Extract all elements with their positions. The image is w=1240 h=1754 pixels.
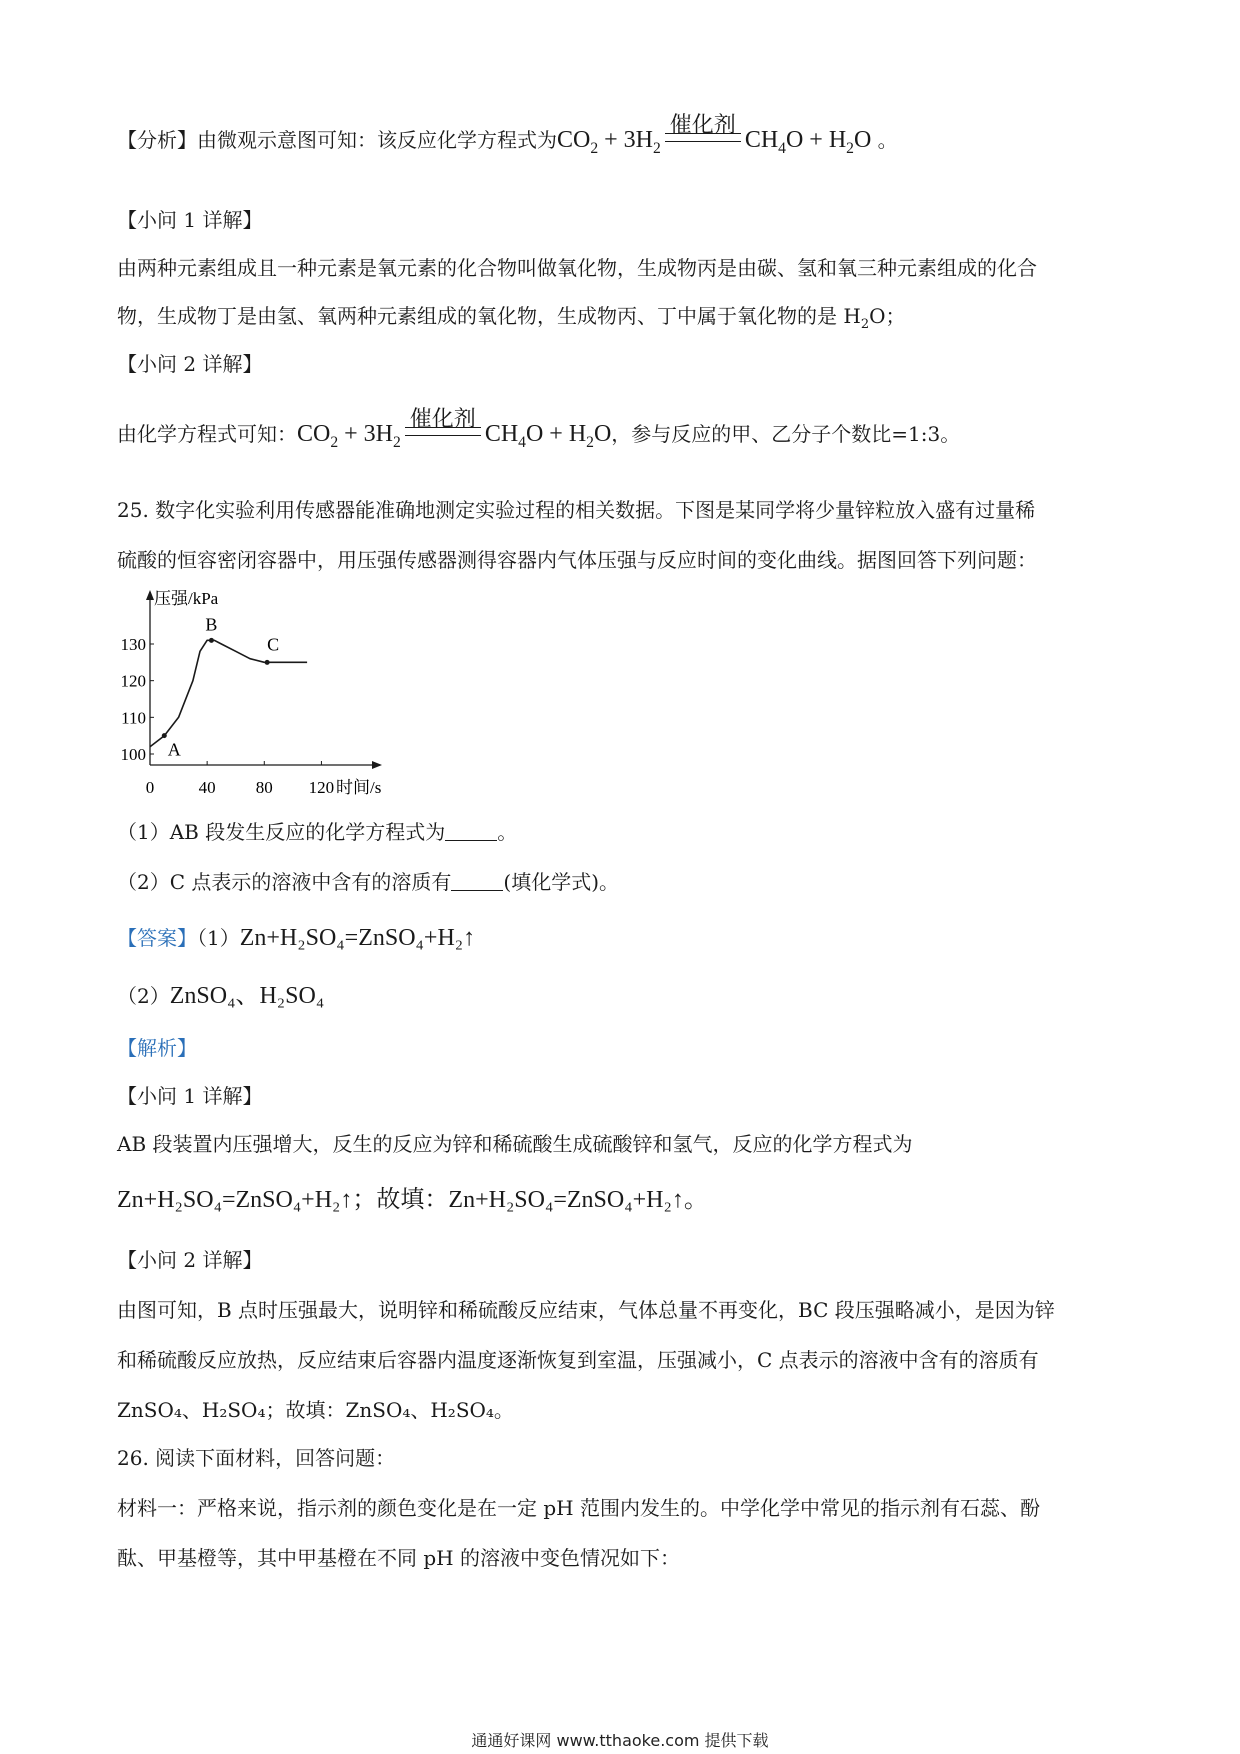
q26-line3: 酞、甲基橙等，其中甲基橙在不同 pH 的溶液中变色情况如下： (117, 1546, 680, 1570)
answer-2: ZnSO₄、H₂SO₄ (169, 983, 325, 1009)
q26-line2: 材料一：严格来说，指示剂的颜色变化是在一定 pH 范围内发生的。中学化学中常见的指示剂有石蕊、酚 (117, 1496, 1040, 1520)
point-label-a: A (167, 739, 181, 760)
catalyst-arrow: 催化剂 (665, 126, 741, 154)
y-axis-label: 压强/kPa (154, 590, 219, 608)
point-a (162, 733, 167, 738)
x-axis-arrow (372, 761, 382, 769)
answer-label: 【答案】 (117, 926, 197, 950)
sub2-heading: 【小问 2 详解】 (117, 352, 263, 376)
sub1-line2: 物，生成物丁是由氢、氧两种元素组成的氧化物，生成物丙、丁中属于氧化物的是 $H_2O$； (117, 304, 906, 332)
explain-sub2-line2: 和稀硫酸反应放热，反应结束后容器内温度逐渐恢复到室温，压强减小，C 点表示的溶液中含有的溶质有 (117, 1348, 1039, 1372)
point-b (209, 638, 214, 643)
answer-line2: （2）ZnSO₄、H₂SO₄ (117, 983, 325, 1009)
answer-blank-1 (445, 822, 497, 841)
explain-sub1-line1: AB 段装置内压强增大，反生的反应为锌和稀硫酸生成硫酸锌和氢气，反应的化学方程式为 (117, 1132, 913, 1156)
explain-sub1-line2: Zn+H₂SO₄=ZnSO₄+H₂↑；故填：Zn+H₂SO₄=ZnSO₄+H₂↑。 (117, 1187, 708, 1213)
sub1-heading: 【小问 1 详解】 (117, 208, 263, 232)
x-tick-label: 0 (145, 778, 155, 797)
q25-q1: （1）AB 段发生反应的化学方程式为 。 (117, 820, 518, 844)
equation-2: $CO_2 + 3H_2$ 催化剂 $CH_4O + H_2O$ (297, 407, 612, 451)
point-c (265, 660, 270, 665)
answer-line1: 【答案】（1）Zn+H₂SO₄=ZnSO₄+H₂↑ (117, 925, 476, 951)
q25-line1: 25. 数字化实验利用传感器能准确地测定实验过程的相关数据。下图是某同学将少量锌粒放入盛有过量稀 (117, 498, 1036, 522)
point-label-b: B (205, 614, 218, 635)
answer-blank-2 (451, 872, 503, 891)
analysis-line: 【分析】由微观示意图可知：该反应化学方程式为$CO_2 + 3H_2$ 催化剂 $CH_4O + H_2O$ 。 (117, 113, 898, 157)
explain-sub1-heading: 【小问 1 详解】 (117, 1084, 263, 1108)
analysis-prefix: 【分析】由微观示意图可知：该反应化学方程式为 (117, 128, 557, 152)
explain-sub2-line1: 由图可知，B 点时压强最大，说明锌和稀硫酸反应结束，气体总量不再变化，BC 段压强略减小，是因为锌 (117, 1298, 1055, 1322)
x-tick-label: 40 (198, 778, 216, 797)
x-axis-label: 时间/s (336, 778, 382, 797)
sub2-line: 由化学方程式可知：$CO_2 + 3H_2$ 催化剂 $CH_4O + H_2O$，参与反应的甲、乙分子个数比=1:3。 (117, 407, 961, 451)
y-tick-label: 100 (120, 745, 146, 764)
equation-1: $CO_2 + 3H_2$ 催化剂 $CH_4O + H_2O$ (557, 113, 872, 157)
explain-sub2-line3: ZnSO₄、H₂SO₄；故填：ZnSO₄、H₂SO₄。 (117, 1398, 514, 1422)
y-axis-arrow (146, 590, 154, 600)
pressure-curve (150, 640, 307, 746)
q26-line1: 26. 阅读下面材料，回答问题： (117, 1446, 396, 1470)
sub1-line1: 由两种元素组成且一种元素是氧元素的化合物叫做氧化物，生成物丙是由碳、氢和氧三种元素组成的化合 (117, 256, 1037, 280)
y-tick-label: 130 (120, 635, 146, 654)
footer: 通通好课网 www.tthaoke.com 提供下载 (471, 1731, 769, 1750)
y-tick-label: 110 (121, 708, 146, 728)
x-tick-label: 80 (255, 778, 273, 797)
q25-line2: 硫酸的恒容密闭容器中，用压强传感器测得容器内气体压强与反应时间的变化曲线。据图回答下列问题： (117, 548, 1037, 572)
answer-1: Zn+H₂SO₄=ZnSO₄+H₂↑ (239, 925, 476, 951)
pressure-time-chart (100, 590, 400, 805)
explain-sub2-heading: 【小问 2 详解】 (117, 1248, 263, 1272)
q25-q2: （2）C 点表示的溶液中含有的溶质有 (填化学式)。 (117, 870, 619, 894)
explain-label: 【解析】 (117, 1036, 197, 1060)
x-tick-label: 120 (308, 778, 335, 797)
point-label-c: C (267, 634, 280, 655)
y-tick-label: 120 (120, 671, 146, 691)
